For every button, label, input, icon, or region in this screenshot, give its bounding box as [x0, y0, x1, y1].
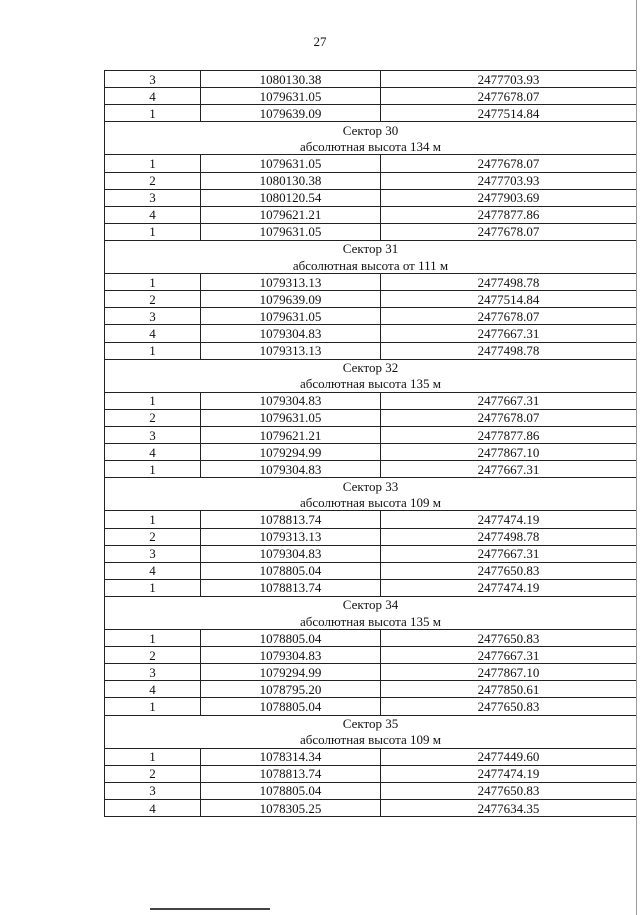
- sector-title-row: [105, 715, 637, 732]
- x-coordinate-cell: 1078813.74: [201, 765, 381, 782]
- table-row: [105, 71, 637, 88]
- x-coordinate-cell: 1078813.74: [201, 511, 381, 528]
- sector-height-label: абсолютная высота 134 м: [105, 138, 637, 155]
- table-row: [105, 308, 637, 325]
- x-coordinate-cell: 1079313.13: [201, 274, 381, 291]
- y-coordinate-cell: 2477650.83: [381, 630, 637, 647]
- sector-height-row: [105, 494, 637, 511]
- table-row: [105, 748, 637, 765]
- x-coordinate-cell: 1079313.13: [201, 342, 381, 359]
- x-coordinate-cell: 1079631.05: [201, 223, 381, 240]
- scan-edge-line: [636, 0, 637, 915]
- table-row: [105, 444, 637, 461]
- y-coordinate-cell: 2477650.83: [381, 562, 637, 579]
- table-row: [105, 579, 637, 596]
- x-coordinate-cell: 1079313.13: [201, 528, 381, 545]
- y-coordinate-cell: 2477877.86: [381, 206, 637, 223]
- table-row: [105, 88, 637, 105]
- sector-title-row: [105, 122, 637, 139]
- point-number-cell: 3: [105, 545, 201, 562]
- x-coordinate-cell: 1078314.34: [201, 748, 381, 765]
- y-coordinate-cell: 2477678.07: [381, 155, 637, 172]
- x-coordinate-cell: 1079304.83: [201, 392, 381, 409]
- table-row: [105, 325, 637, 342]
- sector-title: Сектор 31: [105, 240, 637, 257]
- table-row: [105, 342, 637, 359]
- table-row: [105, 291, 637, 308]
- y-coordinate-cell: 2477449.60: [381, 748, 637, 765]
- y-coordinate-cell: 2477474.19: [381, 765, 637, 782]
- x-coordinate-cell: 1079631.05: [201, 88, 381, 105]
- point-number-cell: 4: [105, 325, 201, 342]
- page-number: 27: [313, 34, 327, 49]
- table-row: [105, 461, 637, 478]
- sector-height-row: [105, 613, 637, 630]
- table-row: [105, 155, 637, 172]
- x-coordinate-cell: 1078805.04: [201, 698, 381, 715]
- x-coordinate-cell: 1079304.83: [201, 325, 381, 342]
- point-number-cell: 3: [105, 664, 201, 681]
- sector-title-row: [105, 478, 637, 495]
- sector-title-row: [105, 596, 637, 613]
- table-row: [105, 545, 637, 562]
- table-row: [105, 681, 637, 698]
- point-number-cell: 1: [105, 155, 201, 172]
- table-row: [105, 698, 637, 715]
- x-coordinate-cell: 1079631.05: [201, 155, 381, 172]
- table-row: [105, 664, 637, 681]
- point-number-cell: 4: [105, 88, 201, 105]
- y-coordinate-cell: 2477650.83: [381, 698, 637, 715]
- x-coordinate-cell: 1078305.25: [201, 800, 381, 817]
- y-coordinate-cell: 2477667.31: [381, 325, 637, 342]
- sector-title: Сектор 30: [105, 122, 637, 139]
- point-number-cell: 3: [105, 782, 201, 799]
- y-coordinate-cell: 2477498.78: [381, 342, 637, 359]
- x-coordinate-cell: 1079294.99: [201, 664, 381, 681]
- x-coordinate-cell: 1078795.20: [201, 681, 381, 698]
- sector-height-row: [105, 732, 637, 749]
- y-coordinate-cell: 2477514.84: [381, 105, 637, 122]
- point-number-cell: 1: [105, 461, 201, 478]
- sector-height-row: [105, 138, 637, 155]
- y-coordinate-cell: 2477850.61: [381, 681, 637, 698]
- table-row: [105, 426, 637, 443]
- x-coordinate-cell: 1078805.04: [201, 630, 381, 647]
- table-row: [105, 511, 637, 528]
- y-coordinate-cell: 2477498.78: [381, 274, 637, 291]
- point-number-cell: 1: [105, 748, 201, 765]
- y-coordinate-cell: 2477667.31: [381, 461, 637, 478]
- point-number-cell: 2: [105, 172, 201, 189]
- table-row: [105, 172, 637, 189]
- y-coordinate-cell: 2477903.69: [381, 189, 637, 206]
- point-number-cell: 1: [105, 392, 201, 409]
- y-coordinate-cell: 2477678.07: [381, 308, 637, 325]
- y-coordinate-cell: 2477678.07: [381, 409, 637, 426]
- table-row: [105, 765, 637, 782]
- sector-height-label: абсолютная высота 109 м: [105, 494, 637, 511]
- x-coordinate-cell: 1079304.83: [201, 647, 381, 664]
- x-coordinate-cell: 1079639.09: [201, 105, 381, 122]
- y-coordinate-cell: 2477634.35: [381, 800, 637, 817]
- x-coordinate-cell: 1079631.05: [201, 409, 381, 426]
- table-row: [105, 189, 637, 206]
- y-coordinate-cell: 2477498.78: [381, 528, 637, 545]
- x-coordinate-cell: 1080120.54: [201, 189, 381, 206]
- coordinates-table: [104, 70, 637, 817]
- y-coordinate-cell: 2477678.07: [381, 223, 637, 240]
- x-coordinate-cell: 1079304.83: [201, 545, 381, 562]
- point-number-cell: 3: [105, 71, 201, 88]
- sector-title: Сектор 33: [105, 478, 637, 495]
- x-coordinate-cell: 1079621.21: [201, 426, 381, 443]
- point-number-cell: 3: [105, 426, 201, 443]
- table-row: [105, 800, 637, 817]
- point-number-cell: 1: [105, 223, 201, 240]
- point-number-cell: 2: [105, 291, 201, 308]
- table-row: [105, 409, 637, 426]
- y-coordinate-cell: 2477703.93: [381, 172, 637, 189]
- sector-height-label: абсолютная высота 109 м: [105, 732, 637, 749]
- table-row: [105, 782, 637, 799]
- table-row: [105, 223, 637, 240]
- x-coordinate-cell: 1079621.21: [201, 206, 381, 223]
- y-coordinate-cell: 2477867.10: [381, 444, 637, 461]
- y-coordinate-cell: 2477474.19: [381, 511, 637, 528]
- y-coordinate-cell: 2477667.31: [381, 392, 637, 409]
- y-coordinate-cell: 2477667.31: [381, 545, 637, 562]
- point-number-cell: 2: [105, 765, 201, 782]
- point-number-cell: 1: [105, 274, 201, 291]
- y-coordinate-cell: 2477474.19: [381, 579, 637, 596]
- table-row: [105, 630, 637, 647]
- scan-mark: [150, 908, 270, 910]
- sector-title: Сектор 32: [105, 359, 637, 376]
- sector-title: Сектор 34: [105, 596, 637, 613]
- point-number-cell: 3: [105, 308, 201, 325]
- point-number-cell: 2: [105, 409, 201, 426]
- table-row: [105, 206, 637, 223]
- y-coordinate-cell: 2477650.83: [381, 782, 637, 799]
- point-number-cell: 4: [105, 681, 201, 698]
- table-row: [105, 528, 637, 545]
- table-row: [105, 647, 637, 664]
- point-number-cell: 2: [105, 647, 201, 664]
- y-coordinate-cell: 2477867.10: [381, 664, 637, 681]
- x-coordinate-cell: 1078813.74: [201, 579, 381, 596]
- sector-title-row: [105, 359, 637, 376]
- y-coordinate-cell: 2477667.31: [381, 647, 637, 664]
- sector-title-row: [105, 240, 637, 257]
- sector-height-label: абсолютная высота 135 м: [105, 613, 637, 630]
- y-coordinate-cell: 2477877.86: [381, 426, 637, 443]
- coordinates-table-body: [105, 71, 637, 817]
- x-coordinate-cell: 1080130.38: [201, 71, 381, 88]
- point-number-cell: 4: [105, 206, 201, 223]
- point-number-cell: 1: [105, 105, 201, 122]
- point-number-cell: 1: [105, 579, 201, 596]
- table-row: [105, 105, 637, 122]
- sector-title: Сектор 35: [105, 715, 637, 732]
- table-row: [105, 392, 637, 409]
- x-coordinate-cell: 1080130.38: [201, 172, 381, 189]
- x-coordinate-cell: 1079304.83: [201, 461, 381, 478]
- x-coordinate-cell: 1079639.09: [201, 291, 381, 308]
- sector-height-label: абсолютная высота от 111 м: [105, 257, 637, 274]
- sector-height-label: абсолютная высота 135 м: [105, 376, 637, 393]
- point-number-cell: 1: [105, 511, 201, 528]
- table-row: [105, 562, 637, 579]
- sector-height-row: [105, 257, 637, 274]
- point-number-cell: 4: [105, 562, 201, 579]
- x-coordinate-cell: 1078805.04: [201, 562, 381, 579]
- x-coordinate-cell: 1078805.04: [201, 782, 381, 799]
- point-number-cell: 4: [105, 800, 201, 817]
- point-number-cell: 3: [105, 189, 201, 206]
- x-coordinate-cell: 1079294.99: [201, 444, 381, 461]
- table-row: [105, 274, 637, 291]
- x-coordinate-cell: 1079631.05: [201, 308, 381, 325]
- point-number-cell: 1: [105, 698, 201, 715]
- sector-height-row: [105, 376, 637, 393]
- point-number-cell: 1: [105, 342, 201, 359]
- y-coordinate-cell: 2477703.93: [381, 71, 637, 88]
- point-number-cell: 2: [105, 528, 201, 545]
- point-number-cell: 4: [105, 444, 201, 461]
- point-number-cell: 1: [105, 630, 201, 647]
- y-coordinate-cell: 2477678.07: [381, 88, 637, 105]
- y-coordinate-cell: 2477514.84: [381, 291, 637, 308]
